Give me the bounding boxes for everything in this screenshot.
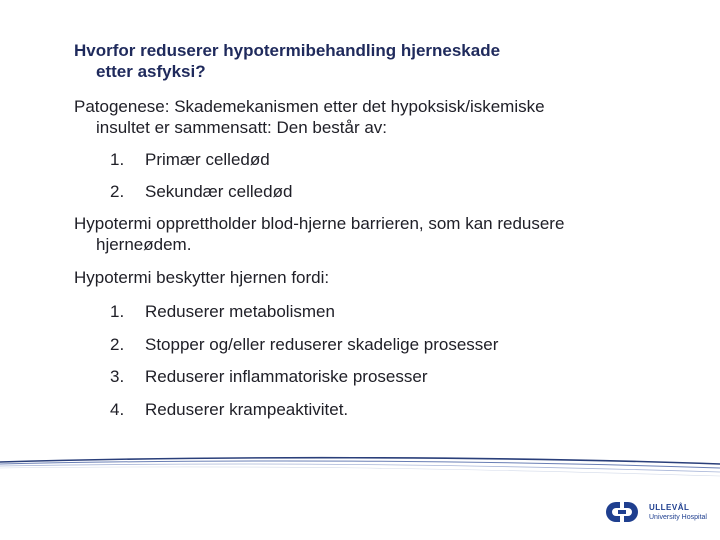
slide-title-line2: etter asfyksi? [96, 62, 206, 81]
beskytter-paragraph [74, 267, 694, 288]
list-item [110, 149, 270, 170]
beskytter-line1: Hypotermi beskytter hjernen fordi: [74, 268, 330, 287]
patogenese-line2: insultet er sammensatt: Den består av: [96, 118, 388, 137]
list-item [110, 181, 292, 202]
list-item-text: Stopper og/eller reduserer skadelige prosesser [145, 335, 499, 354]
slide-title-line1: Hvorfor reduserer hypotermibehandling hjerneskade [74, 41, 501, 60]
bbb-line1: Hypotermi opprettholder blod-hjerne barrieren, som kan redusere [74, 214, 565, 233]
list-item-text: Reduserer inflammatoriske prosesser [145, 367, 428, 386]
list-item [110, 399, 348, 420]
patogenese-line1: Patogenese: Skademekanismen etter det hypoksisk/iskemiske [74, 97, 545, 116]
logo-text [649, 503, 707, 522]
list-item-text: Sekundær celledød [145, 182, 293, 201]
slide-title [74, 40, 674, 82]
logo-subtitle: University Hospital [649, 514, 707, 521]
list-item-text: Primær celledød [145, 150, 270, 169]
list-item-number: 2. [110, 335, 125, 354]
list-item-text: Reduserer metabolismen [145, 302, 335, 321]
decorative-swoosh [0, 450, 720, 480]
list-item [110, 301, 335, 322]
list-item-number: 1. [110, 302, 125, 321]
bbb-line2: hjerneødem. [96, 235, 192, 254]
list-item [110, 366, 428, 387]
list-item-number: 2. [110, 182, 125, 201]
list-item-text: Reduserer krampeaktivitet. [145, 400, 349, 419]
list-item-number: 4. [110, 400, 125, 419]
list-item-number: 1. [110, 150, 125, 169]
list-item [110, 334, 498, 355]
patogenese-paragraph [74, 96, 694, 138]
list-item-number: 3. [110, 367, 125, 386]
logo-name: ULLEVÅL [649, 503, 690, 512]
bbb-paragraph [74, 213, 694, 255]
